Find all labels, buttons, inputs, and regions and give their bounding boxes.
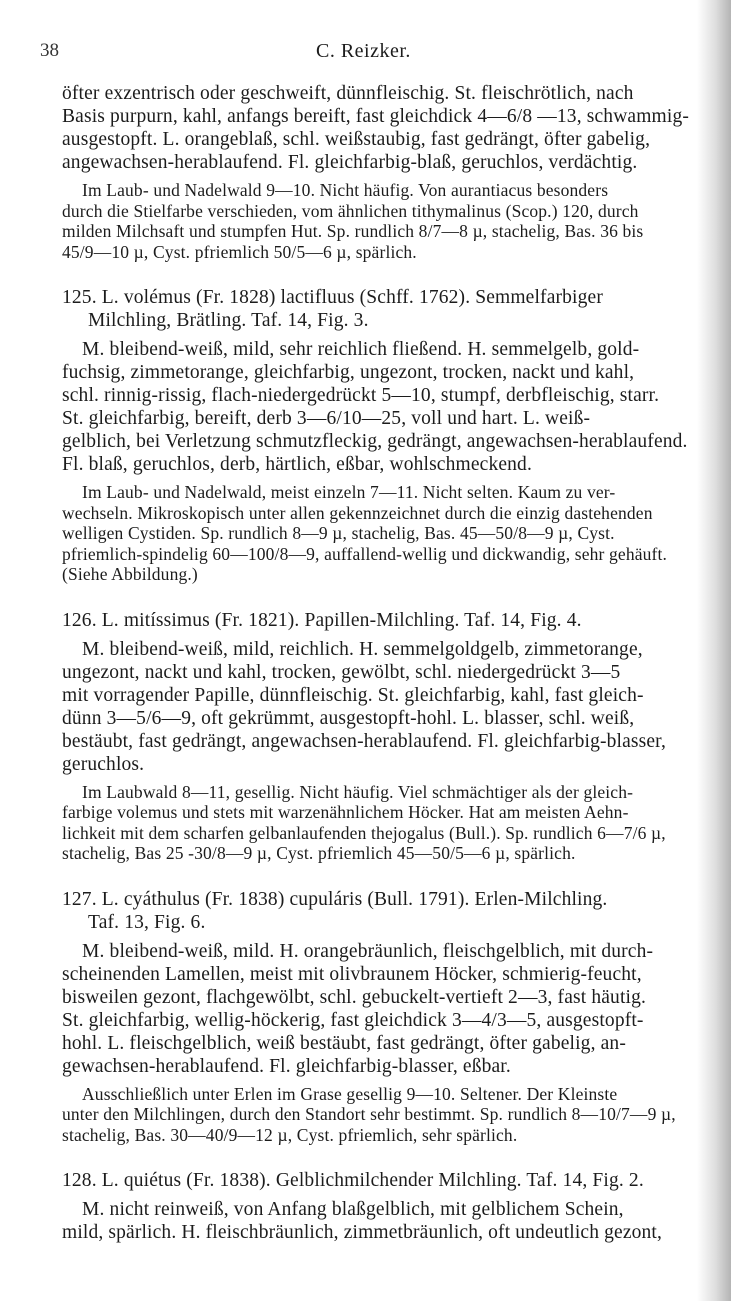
note-line: stachelig, Bas 25 -30/8—9 µ, Cyst. pfriemlich 45—50/5—6 µ, spärlich. <box>62 843 576 863</box>
text-line: fuchsig, zimmetorange, gleichfarbig, ungezont, trocken, nackt und kahl, <box>62 362 635 383</box>
note-line: farbige volemus und stets mit warzenähnlichem Höcker. Hat am meisten Aehn- <box>62 802 629 822</box>
entry-separator <box>62 1145 710 1169</box>
note-line: wechseln. Mikroskopisch unter allen gekennzeichnet durch die einzig dastehenden <box>62 502 653 523</box>
note-line: (Siehe Abbildung.) <box>62 564 198 584</box>
text-line: ausgestopft. L. orangeblaß, schl. weißstaubig, fast gedrängt, öfter gabelig, <box>62 129 651 150</box>
text-line: scheinenden Lamellen, meist mit olivbraunem Höcker, schmierig-feucht, <box>62 963 642 985</box>
note-line: unter den Milchlingen, durch den Standort sehr bestimmt. Sp. rundlich 8—10/7—9 µ, <box>62 1104 676 1124</box>
species-entry <box>62 888 710 1146</box>
entry-separator <box>62 585 710 609</box>
text-line: mit vorragender Papille, dünnfleischig. St. gleichfarbig, kahl, fast gleich- <box>62 684 644 706</box>
note-line: welligen Cystiden. Sp. rundlich 8—9 µ, stachelig, Bas. 45—50/8—9 µ, Cyst. <box>62 523 615 543</box>
text-line: St. gleichfarbig, wellig-höckerig, fast gleichdick 3—4/3—5, ausgestopft- <box>62 1009 644 1031</box>
entry-heading-line: 128. L. quiétus (Fr. 1838). Gelblichmilchender Milchling. Taf. 14, Fig. 2. <box>62 1170 644 1191</box>
note-line: durch die Stielfarbe verschieden, vom ähnlichen tithymalinus (Scop.) 120, durch <box>62 200 639 221</box>
text-line: angewachsen-herablaufend. Fl. gleichfarbig-blaß, geruchlos, verdächtig. <box>62 152 638 173</box>
text-line: geruchlos. <box>62 753 145 775</box>
page-number: 38 <box>40 40 59 61</box>
text-line: mild, spärlich. H. fleischbräunlich, zimmetbräunlich, oft undeutlich gezont, <box>62 1222 663 1243</box>
text-line: ungezont, nackt und kahl, trocken, gewölbt, schl. niedergedrückt 3—5 <box>62 661 621 683</box>
text-line: gelblich, bei Verletzung schmutzfleckig, gedrängt, angewachsen-herablaufend. <box>62 431 688 452</box>
page-header <box>0 40 731 70</box>
text-line: Basis purpurn, kahl, anfangs bereift, fast gleichdick 4—6/8 —13, schwammig- <box>62 106 689 127</box>
text-line: St. gleichfarbig, bereift, derb 3—6/10—25, voll und hart. L. weiß- <box>62 408 591 429</box>
running-title: C. Reizker. <box>316 40 411 62</box>
text-line: M. bleibend-weiß, mild, reichlich. H. semmelgoldgelb, zimmetorange, <box>82 638 643 660</box>
note-line: stachelig, Bas. 30—40/9—12 µ, Cyst. pfriemlich, sehr spärlich. <box>62 1124 518 1145</box>
note-line: Im Laub- und Nadelwald 9—10. Nicht häufig. Von aurantiacus besonders <box>82 180 609 200</box>
text-line: öfter exzentrisch oder geschweift, dünnfleischig. St. fleischrötlich, nach <box>62 83 634 104</box>
note-line: Im Laubwald 8—11, gesellig. Nicht häufig. Viel schmächtiger als der gleich- <box>82 781 634 802</box>
text-line: bestäubt, fast gedrängt, angewachsen-herablaufend. Fl. gleichfarbig-blasser, <box>62 730 667 752</box>
text-line: Fl. blaß, geruchlos, derb, härtlich, eßbar, wohlschmeckend. <box>62 454 532 475</box>
note-line: Ausschließlich unter Erlen im Grase gesellig 9—10. Seltener. Der Kleinste <box>82 1083 618 1104</box>
note-line: pfriemlich-spindelig 60—100/8—9, auffallend-wellig und dickwandig, sehr gehäuft. <box>62 543 668 564</box>
species-entry <box>62 609 710 864</box>
text-line: gewachsen-herablaufend. Fl. gleichfarbig-blasser, eßbar. <box>62 1055 511 1077</box>
entry-heading-line: Milchling, Brätling. Taf. 14, Fig. 3. <box>88 310 369 331</box>
text-line: hohl. L. fleischgelblich, weiß bestäubt, fast gedrängt, öfter gabelig, an- <box>62 1032 626 1054</box>
note-line: milden Milchsaft und stumpfen Hut. Sp. rundlich 8/7—8 µ, stachelig, Bas. 36 bis <box>62 221 644 241</box>
page-body <box>62 82 710 1244</box>
note-line: lichkeit mit dem scharfen gelbanlaufenden thejogalus (Bull.). Sp. rundlich 6—7/6 µ, <box>62 822 666 843</box>
text-line: dünn 3—5/6—9, oft gekrümmt, ausgestopft-hohl. L. blasser, schl. weiß, <box>62 707 635 729</box>
note-line: 45/9—10 µ, Cyst. pfriemlich 50/5—6 µ, spärlich. <box>62 241 417 262</box>
entry-heading-line: Taf. 13, Fig. 6. <box>88 911 206 933</box>
species-entry <box>62 1169 710 1244</box>
entry-heading-line: 126. L. mitíssimus (Fr. 1821). Papillen-Milchling. Taf. 14, Fig. 4. <box>62 609 582 631</box>
species-entry <box>62 286 710 585</box>
entry-separator <box>62 262 710 286</box>
note-line: Im Laub- und Nadelwald, meist einzeln 7—11. Nicht selten. Kaum zu ver- <box>82 482 616 502</box>
text-line: M. nicht reinweiß, von Anfang blaßgelblich, mit gelblichem Schein, <box>82 1199 624 1220</box>
continued-entry <box>62 82 710 262</box>
text-line: M. bleibend-weiß, mild. H. orangebräunlich, fleischgelblich, mit durch- <box>82 940 654 962</box>
text-line: bisweilen gezont, flachgewölbt, schl. gebuckelt-vertieft 2—3, fast häutig. <box>62 986 647 1008</box>
entry-separator <box>62 864 710 888</box>
text-line: schl. rinnig-rissig, flach-niedergedrückt 5—10, stumpf, derbfleischig, starr. <box>62 385 660 406</box>
entry-heading-line: 127. L. cyáthulus (Fr. 1838) cupuláris (Bull. 1791). Erlen-Milchling. <box>62 888 608 910</box>
text-line: M. bleibend-weiß, mild, sehr reichlich fließend. H. semmelgelb, gold- <box>82 339 640 360</box>
entry-heading-line: 125. L. volémus (Fr. 1828) lactifluus (Schff. 1762). Semmelfarbiger <box>62 287 603 308</box>
